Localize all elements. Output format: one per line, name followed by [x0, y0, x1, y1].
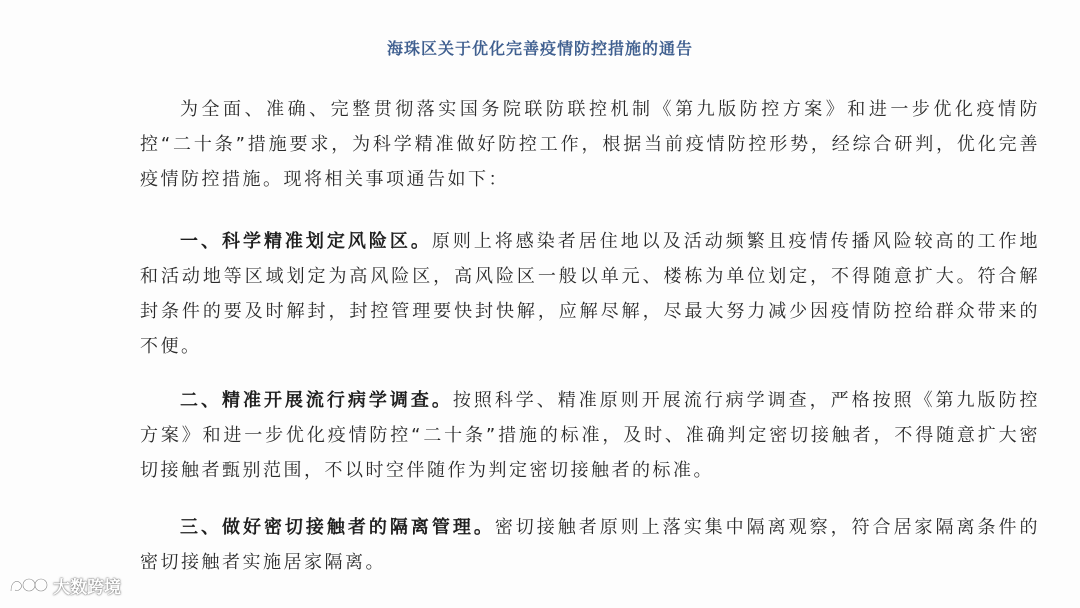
section-1-body: 原则上将感染者居住地以及活动频繁且疫情传播风险较高的工作地和活动地等区域划定为高风险区，高风险区一般以单元、楼栋为单位划定，不得随意扩大。符合解封条件的要及时解封，封控管理要快封快解，应解尽解，尽最大努力减少因疫情防控给群众带来的不便。: [140, 231, 1041, 357]
section-3-heading: 三、做好密切接触者的隔离管理。: [180, 517, 495, 538]
section-2-paragraph: [140, 383, 1040, 488]
section-3-body: 密切接触者原则上落实集中隔离观察，符合居家隔离条件的密切接触者实施居家隔离。: [140, 517, 1040, 573]
section-2-body: 按照科学、精准原则开展流行病学调查，严格按照《第九版防控方案》和进一步优化疫情防控“二十条”措施的标准，及时、准确判定密切接触者，不得随意扩大密切接触者甄别范围，不以时空伴随作为判定密切接触者的标准。: [140, 390, 1041, 481]
document-title: 海珠区关于优化完善疫情防控措施的通告: [386, 39, 693, 58]
intro-paragraph: 为全面、准确、完整贯彻落实国务院联防联控机制《第九版防控方案》和进一步优化疫情防控“二十条”措施要求，为科学精准做好防控工作，根据当前疫情防控形势，经综合研判，优化完善疫情防控措施。现将相关事项通告如下：: [140, 99, 1040, 190]
section-3-paragraph: [140, 510, 1040, 580]
section-1-paragraph: [140, 224, 1040, 364]
section-1-heading: 一、科学精准划定风险区。: [180, 231, 432, 252]
watermark-text: 大数跨境: [53, 578, 121, 598]
watermark: [8, 573, 121, 598]
brand-logo-icon: [8, 575, 50, 597]
section-2-heading: 二、精准开展流行病学调查。: [180, 390, 453, 411]
